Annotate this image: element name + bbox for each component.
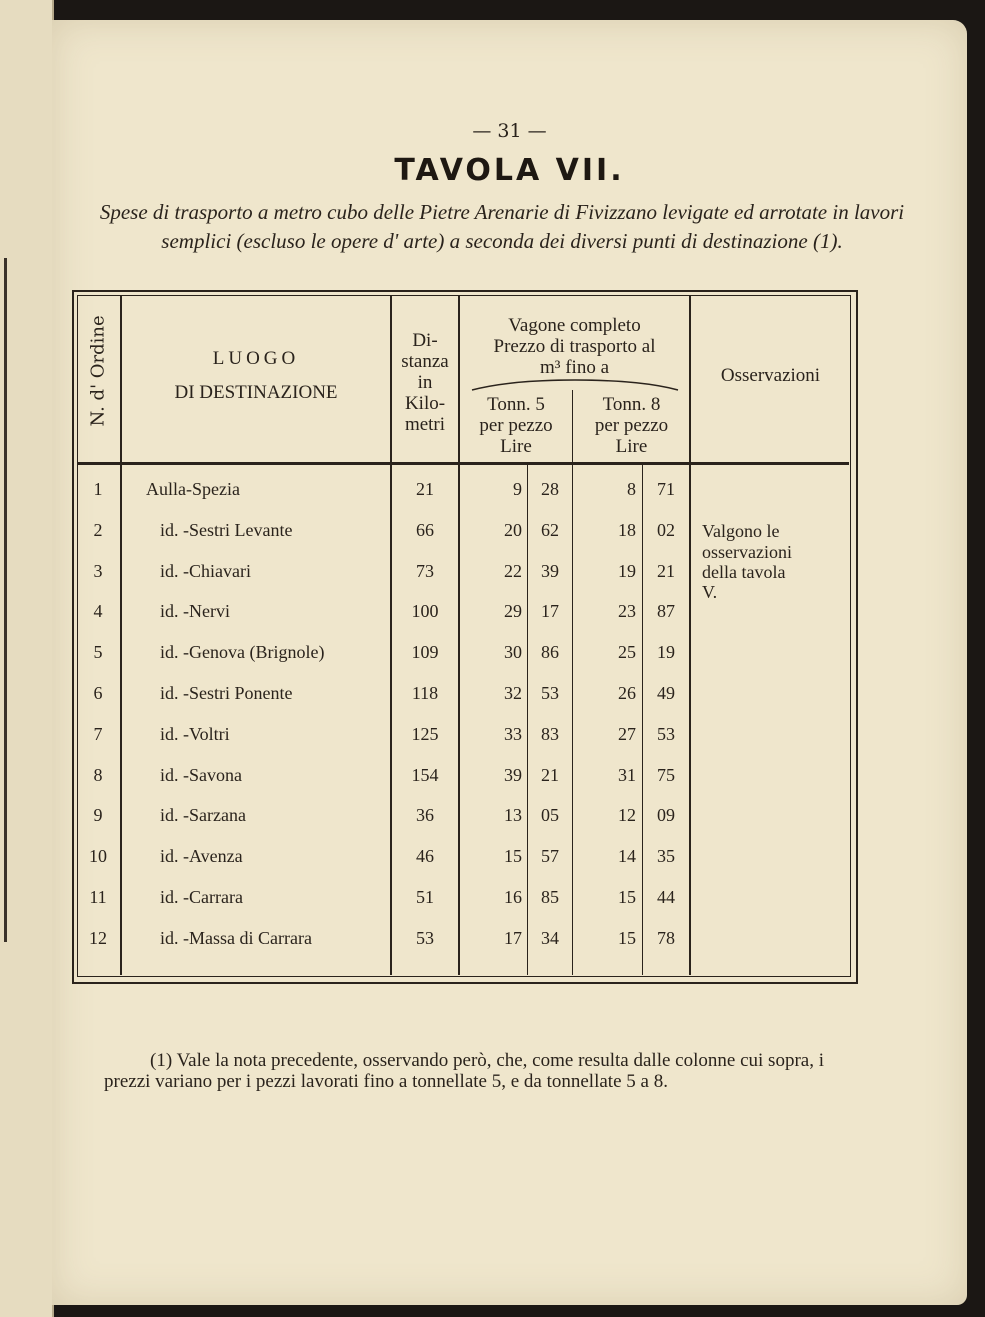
cell-tonn5-lire: 20 (504, 520, 522, 540)
cell-luogo: id. -Savona (160, 765, 242, 785)
cell-distanza: 51 (416, 887, 434, 907)
cell-tonn5-lire: 29 (504, 601, 522, 621)
cell-tonn5-lire: 16 (504, 887, 522, 907)
cell-tonn5-lire: 13 (504, 805, 522, 825)
cell-distanza: 36 (416, 805, 434, 825)
cell-tonn8-cent: 49 (657, 683, 675, 703)
cell-ordine: 3 (93, 561, 103, 581)
cell-tonn8-lire: 12 (618, 805, 636, 825)
cell-tonn5-lire: 33 (504, 724, 522, 744)
cell-distanza: 73 (416, 561, 434, 581)
cell-tonn8-cent: 19 (657, 642, 675, 662)
cell-distanza: 118 (411, 683, 439, 703)
cell-tonn5-cent: 17 (541, 601, 559, 621)
cell-tonn8-cent: 35 (657, 846, 675, 866)
cell-ordine: 12 (89, 928, 107, 948)
cell-luogo: id. -Sestri Levante (160, 520, 293, 540)
header-ordine: N. d' Ordine (87, 315, 109, 427)
cell-distanza: 66 (416, 520, 434, 540)
cell-tonn8-lire: 15 (618, 887, 636, 907)
cell-tonn8-cent: 44 (657, 887, 675, 907)
cell-luogo: id. -Avenza (160, 846, 243, 866)
cell-tonn5-lire: 15 (504, 846, 522, 866)
col-divider (120, 295, 122, 975)
page-number: — 31 — (472, 120, 547, 142)
cell-distanza: 109 (411, 642, 439, 662)
cell-tonn5-cent: 39 (541, 561, 559, 581)
transport-cost-table (72, 290, 856, 982)
cell-tonn5-cent: 86 (541, 642, 559, 662)
cell-tonn5-lire: 22 (504, 561, 522, 581)
cell-tonn8-lire: 26 (618, 683, 636, 703)
cell-ordine: 6 (93, 683, 103, 703)
table-caption: Spese di trasporto a metro cubo delle Pietre Arenarie di Fivizzano levigate ed arrotate in lavori semplici (escluso le opere d' arte) a seconda dei diversi punti di destinazione (1). (99, 200, 905, 253)
col-divider (572, 390, 573, 975)
cents-divider (642, 465, 643, 975)
cell-tonn5-lire: 9 (513, 479, 522, 499)
cell-tonn8-lire: 15 (618, 928, 636, 948)
header-vagone: Vagone completo Prezzo di trasporto al m³ fino a (493, 315, 656, 378)
cell-ordine: 9 (93, 805, 103, 825)
cell-tonn8-cent: 87 (657, 601, 675, 621)
document-page (52, 20, 967, 1305)
cell-distanza: 100 (411, 601, 439, 621)
cell-ordine: 11 (89, 887, 107, 907)
cell-tonn5-cent: 05 (541, 805, 559, 825)
header-distanza: Di- stanza in Kilo- metri (401, 330, 449, 435)
cell-tonn8-cent: 09 (657, 805, 675, 825)
footnote: (1) Vale la nota precedente, osservando però, che, come resulta dalle colonne cui sopra, i prezzi variano per i pezzi lavorati fino a tonnellate 5, e da tonnellate 5 a 8. (104, 1050, 824, 1092)
cell-ordine: 4 (93, 601, 103, 621)
cell-tonn5-cent: 62 (541, 520, 559, 540)
cell-distanza: 21 (416, 479, 434, 499)
cell-luogo: id. -Carrara (160, 887, 243, 907)
cell-tonn8-cent: 02 (657, 520, 675, 540)
cell-tonn8-lire: 23 (618, 601, 636, 621)
cell-tonn5-lire: 32 (504, 683, 522, 703)
cell-luogo: id. -Sestri Ponente (160, 683, 293, 703)
left-page-rule (4, 258, 7, 942)
cell-tonn8-cent: 75 (657, 765, 675, 785)
brace-mark (470, 378, 680, 392)
header-osservazioni: Osservazioni (720, 365, 821, 386)
cell-tonn8-lire: 18 (618, 520, 636, 540)
cell-luogo: id. -Massa di Carrara (160, 928, 312, 948)
cell-tonn5-cent: 21 (541, 765, 559, 785)
cell-tonn5-lire: 17 (504, 928, 522, 948)
cents-divider (527, 465, 528, 975)
header-tonn5: Tonn. 5 per pezzo Lire (479, 394, 553, 457)
cell-tonn8-lire: 27 (618, 724, 636, 744)
cell-luogo: id. -Voltri (160, 724, 230, 744)
header-tonn8: Tonn. 8 per pezzo Lire (594, 394, 669, 457)
cell-tonn8-cent: 53 (657, 724, 675, 744)
col-divider (689, 295, 691, 975)
cell-tonn8-cent: 21 (657, 561, 675, 581)
cell-tonn5-lire: 39 (504, 765, 522, 785)
cell-luogo: Aulla-Spezia (146, 479, 240, 499)
cell-tonn8-cent: 71 (657, 479, 675, 499)
observation-note: Valgono le osservazioni della tavola V. (702, 521, 792, 602)
table-title: TAVOLA VII. (394, 153, 625, 188)
cell-ordine: 5 (93, 642, 103, 662)
header-rule (77, 462, 849, 465)
cell-tonn5-cent: 83 (541, 724, 559, 744)
cell-ordine: 10 (89, 846, 107, 866)
cell-distanza: 46 (416, 846, 434, 866)
cell-tonn5-cent: 34 (541, 928, 559, 948)
cell-luogo: id. -Sarzana (160, 805, 246, 825)
cell-tonn8-cent: 78 (657, 928, 675, 948)
cell-tonn8-lire: 14 (618, 846, 636, 866)
cell-tonn5-cent: 85 (541, 887, 559, 907)
header-luogo: LUOGO (212, 348, 300, 369)
cell-distanza: 53 (416, 928, 434, 948)
cell-ordine: 1 (93, 479, 103, 499)
cell-ordine: 8 (93, 765, 103, 785)
cell-tonn8-lire: 19 (618, 561, 636, 581)
cell-ordine: 7 (93, 724, 103, 744)
cell-tonn5-lire: 30 (504, 642, 522, 662)
header-destinazione: DI DESTINAZIONE (174, 382, 338, 403)
cell-luogo: id. -Chiavari (160, 561, 251, 581)
left-page-edge (0, 0, 54, 1317)
cell-luogo: id. -Nervi (160, 601, 230, 621)
cell-tonn5-cent: 57 (541, 846, 559, 866)
cell-tonn8-lire: 31 (618, 765, 636, 785)
cell-ordine: 2 (93, 520, 103, 540)
cell-luogo: id. -Genova (Brignole) (160, 642, 325, 662)
cell-tonn8-lire: 25 (618, 642, 636, 662)
cell-tonn8-lire: 8 (627, 479, 636, 499)
cell-tonn5-cent: 28 (541, 479, 559, 499)
cell-tonn5-cent: 53 (541, 683, 559, 703)
cell-distanza: 125 (411, 724, 439, 744)
cell-distanza: 154 (411, 765, 439, 785)
